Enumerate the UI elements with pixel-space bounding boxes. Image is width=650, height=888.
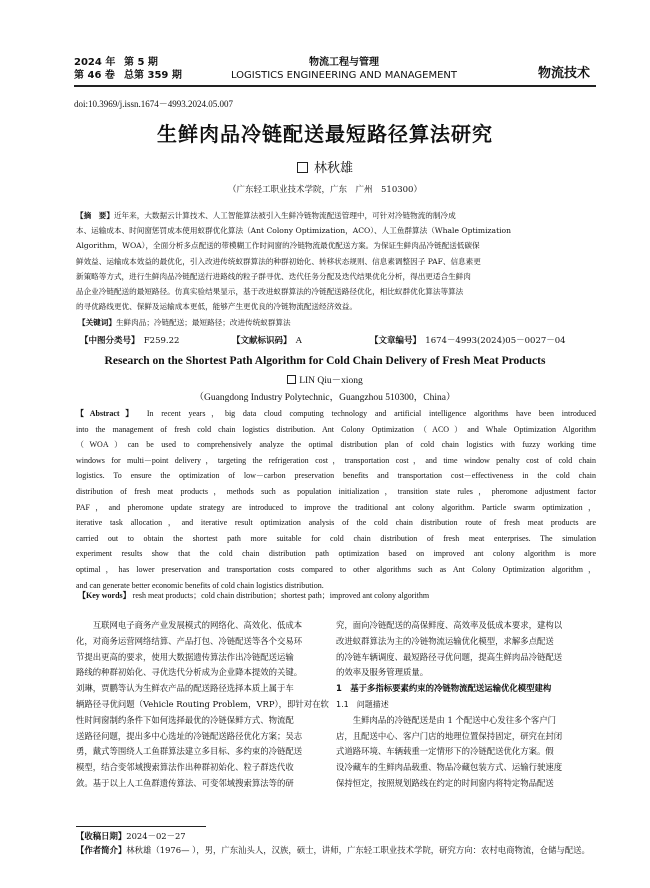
affiliation-en: （Guangdong Industry Polytechnic，Guangzhou 510300，China） (194, 393, 456, 403)
abstract-en-line: carried out to obtain the shortest path more suitable for cold chain distribution of fresh meat enterprises. The simulation (76, 533, 596, 543)
body-line: 化，对商务运营网络结算、产品打包、冷链配送等各个交易环 (76, 635, 303, 646)
abstract-cn-line: Algorithm，WOA），全面分析多点配送的带模糊工作时间窗的冷链物流最优配送方案。为保证生鲜肉品冷链配送低碳保 (76, 241, 480, 251)
abstract-cn-line: 品企业冷链配送的最短路径。仿真实验结果显示，基于改进蚁群算法的冷链配送路径优化，相比蚁群优化算法等算法 (76, 286, 464, 296)
subsection-heading: 1.1 问题描述 (336, 699, 389, 709)
paper-title-en: Research on the Shortest Path Algorithm for Cold Chain Delivery of Fresh Meat Products (104, 355, 546, 367)
body-line: 模型，结合变邻域搜索算法作出种群初始化、粒子群迭代收 (76, 762, 294, 773)
header-rule (74, 85, 596, 87)
journal-header (74, 56, 596, 84)
body-line: 敛。基于以上人工鱼群遗传算法、可变邻域搜索算法等的研 (76, 777, 294, 788)
abstract-en-line: iterative task allocation，and iterative result optimization analysis of the cold chain distribution route of fresh meat products are (76, 518, 596, 528)
doi: doi:10.3969/j.issn.1674－4993.2024.05.007 (74, 99, 234, 109)
body-line: 辆路径寻优问题（Vehicle Routing Problem，VRP），即针对在软 (76, 698, 329, 709)
keywords-cn-text: 生鲜肉品；冷链配送；最短路径；改进传统蚁群算法 (115, 318, 291, 327)
abstract-en-line: into the management of fresh cold chain logistics distribution. Ant Colony Optimization（ACO）and Whale Optimization Algorithm (76, 424, 596, 434)
issue-info (74, 56, 182, 82)
body-line: 互联网电子商务产业发展模式的网络化、高效化、低成本 (76, 620, 303, 630)
author-line (0, 157, 650, 176)
abstract-cn-line: 鲜效益、运输成本效益的最优化，引入改进传统蚁群算法的种群初始化、转移状态规则、信息素调整因子 PAF、信息素更 (76, 256, 481, 266)
body-line: 生鲜肉品的冷链配送是由 1 个配送中心发往多个客户门 (336, 714, 557, 725)
affiliation: （广东轻工职业技术学院，广东 广州 510300） (228, 185, 422, 195)
journal-name-cn: 物流工程与管理 (309, 57, 379, 68)
document-code: 【文献标识码】 A (232, 336, 302, 346)
abstract-en-line: PAF，and pheromone update strategy are introduced to improve the traditional ant colony algorithm. Particle swarm optimization， (76, 502, 596, 512)
issue-number: 第 5 期 (124, 57, 158, 68)
abstract-en-line: 【Abstract】 In recent years，big data cloud computing technology and artificial intelligence algorithms have been introduced (76, 409, 596, 418)
total-issue: 总第 359 期 (124, 70, 182, 81)
section-heading: 1 基于多指标要素约束的冷链物流配送运输优化模型建构 (336, 683, 552, 694)
abstract-cn-line: 新策略等方式，进行生鲜肉品冷链配送行进路线的粒子群寻优、迭代任务分配及迭代结果优化分析，得出更适合生鲜肉 (76, 271, 471, 281)
journal-name-en: LOGISTICS ENGINEERING AND MANAGEMENT (230, 70, 458, 81)
journal-name (224, 56, 464, 82)
column-name: 物流技术 (537, 66, 590, 81)
abstract-cn-line: 的寻优路线更优、保鲜及运输成本更低，能够产生更优良的冷链物流配送经济效益。 (76, 302, 357, 312)
footnote (76, 829, 590, 857)
body-line: 保持恒定，按照规划路线在约定的时间窗内将特定物品配送 (336, 777, 554, 788)
body-line: 究，面向冷链配送的高保鲜度、高效率及低成本要求，建构以 (336, 620, 563, 630)
received-date: 【收稿日期】2024－02－27 (76, 831, 186, 841)
keywords-en-label: 【Key words】 (78, 591, 131, 600)
author-box-marker (297, 162, 308, 173)
keywords-cn-label: 【关键词】 (78, 318, 116, 327)
clc-number: 【中图分类号】 F259.22 (80, 336, 180, 346)
body-line: 的冷链车辆调度、最短路径寻优问题，提高生鲜肉品冷链配送 (336, 651, 563, 662)
article-number: 【文章编号】 1674－4993(2024)05－0027－04 (370, 336, 566, 346)
abstract-en-label: 【Abstract】 (76, 409, 140, 418)
abstract-cn (76, 208, 596, 314)
author-name: 林秋雄 (313, 161, 353, 176)
abstract-en-line: （WOA）can be used to comprehensively analyze the optimal distribution plan of cold chain logistics with fuzzy working time (76, 440, 596, 450)
keywords-cn (78, 317, 291, 328)
body-column-right (336, 618, 590, 792)
author-line-en (0, 372, 650, 386)
body-line: 刘琳，贾鹏等认为生鲜农产品的配送路径选择本质上属于车 (76, 683, 294, 694)
body-line: 式道路环境、车辆载重一定情形下的冷链配送优化方案。假 (336, 746, 554, 757)
abstract-en-line: distribution of fresh meat products，methods such as population initialization，transition state rules，pheromone adjustment factor (76, 486, 596, 496)
body-column-left (76, 618, 330, 792)
body-line: 路线的种群初始化、寻优迭代分析成为企业降本提效的关键。 (76, 667, 303, 678)
abstract-en-line: logistics. To ensure the optimization of low－carbon preservation benefits and transportation cost－effectiveness in the cold chain (76, 471, 596, 481)
abstract-en-line: experiment results show that the cold chain distribution path optimization based on improved ant colony algorithm is more (76, 549, 596, 559)
body-line: 设冷藏车的生鲜肉品载重、物品冷藏包装方式、运输行驶速度 (336, 762, 563, 773)
year: 2024 年 (74, 57, 116, 68)
author-en-box-marker (287, 375, 296, 384)
body-line: 的效率及服务管理质量。 (336, 667, 429, 678)
abstract-en (76, 406, 596, 593)
abstract-cn-label: 【摘 要】 (76, 211, 114, 220)
body-line: 店，且配送中心、客户门店的地理位置保持固定，研究在封闭 (336, 730, 563, 741)
abstract-cn-line: 本、运输成本、时间窗惩罚成本使用蚁群优化算法（Ant Colony Optimization，ACO）、人工鱼群算法（Whale Optimization (76, 226, 512, 236)
keywords-en-text: resh meat products；cold chain distribution；shortest path；improved ant colony algorithm (130, 591, 430, 600)
abstract-en-line: optimal，has lower preservation and transportation costs compared to other algorithms such as Ant Colony Optimization algorithm， (76, 564, 596, 574)
body-line: 改进蚁群算法为主的冷链物流运输优化模型，求解多点配送 (336, 635, 554, 646)
keywords-en (78, 590, 429, 601)
body-line: 勇，戴式等围绕人工鱼群算法建立多目标、多约束的冷链配送 (76, 746, 303, 757)
author-bio: 【作者简介】林秋雄（1976— ），男，广东汕头人，汉族，硕士，讲师，广东轻工职业技术学院，研究方向：农村电商物流，仓储与配送。 (76, 845, 590, 855)
abstract-en-line: windows for multi－point delivery，targeting the refrigeration cost，transportation cost，and time window penalty cost of cold chain (76, 455, 596, 465)
volume: 第 46 卷 (74, 70, 115, 81)
abstract-cn-line: 【摘 要】近年来，大数据云计算技术、人工智能算法被引入生鲜冷链物流配送管理中，可针对冷链物流的制冷成 (76, 211, 456, 220)
footnote-rule (76, 826, 206, 827)
paper-title: 生鲜肉品冷链配送最短路径算法研究 (157, 122, 493, 146)
body-line: 送路径问题，提出多中心选址的冷链配送路径优化方案；吴志 (76, 730, 303, 741)
author-name-en: LIN Qiu－xiong (299, 376, 363, 386)
body-line: 性时间窗制约条件下如何选择最优的冷链保鲜方式、物流配 (76, 714, 294, 725)
abstract-en-line: and can generate better economic benefits of cold chain logistics distribution. (76, 580, 324, 590)
body-line: 节提出更高的要求，使用大数据遗传算法作出冷链配送运输 (76, 651, 294, 662)
